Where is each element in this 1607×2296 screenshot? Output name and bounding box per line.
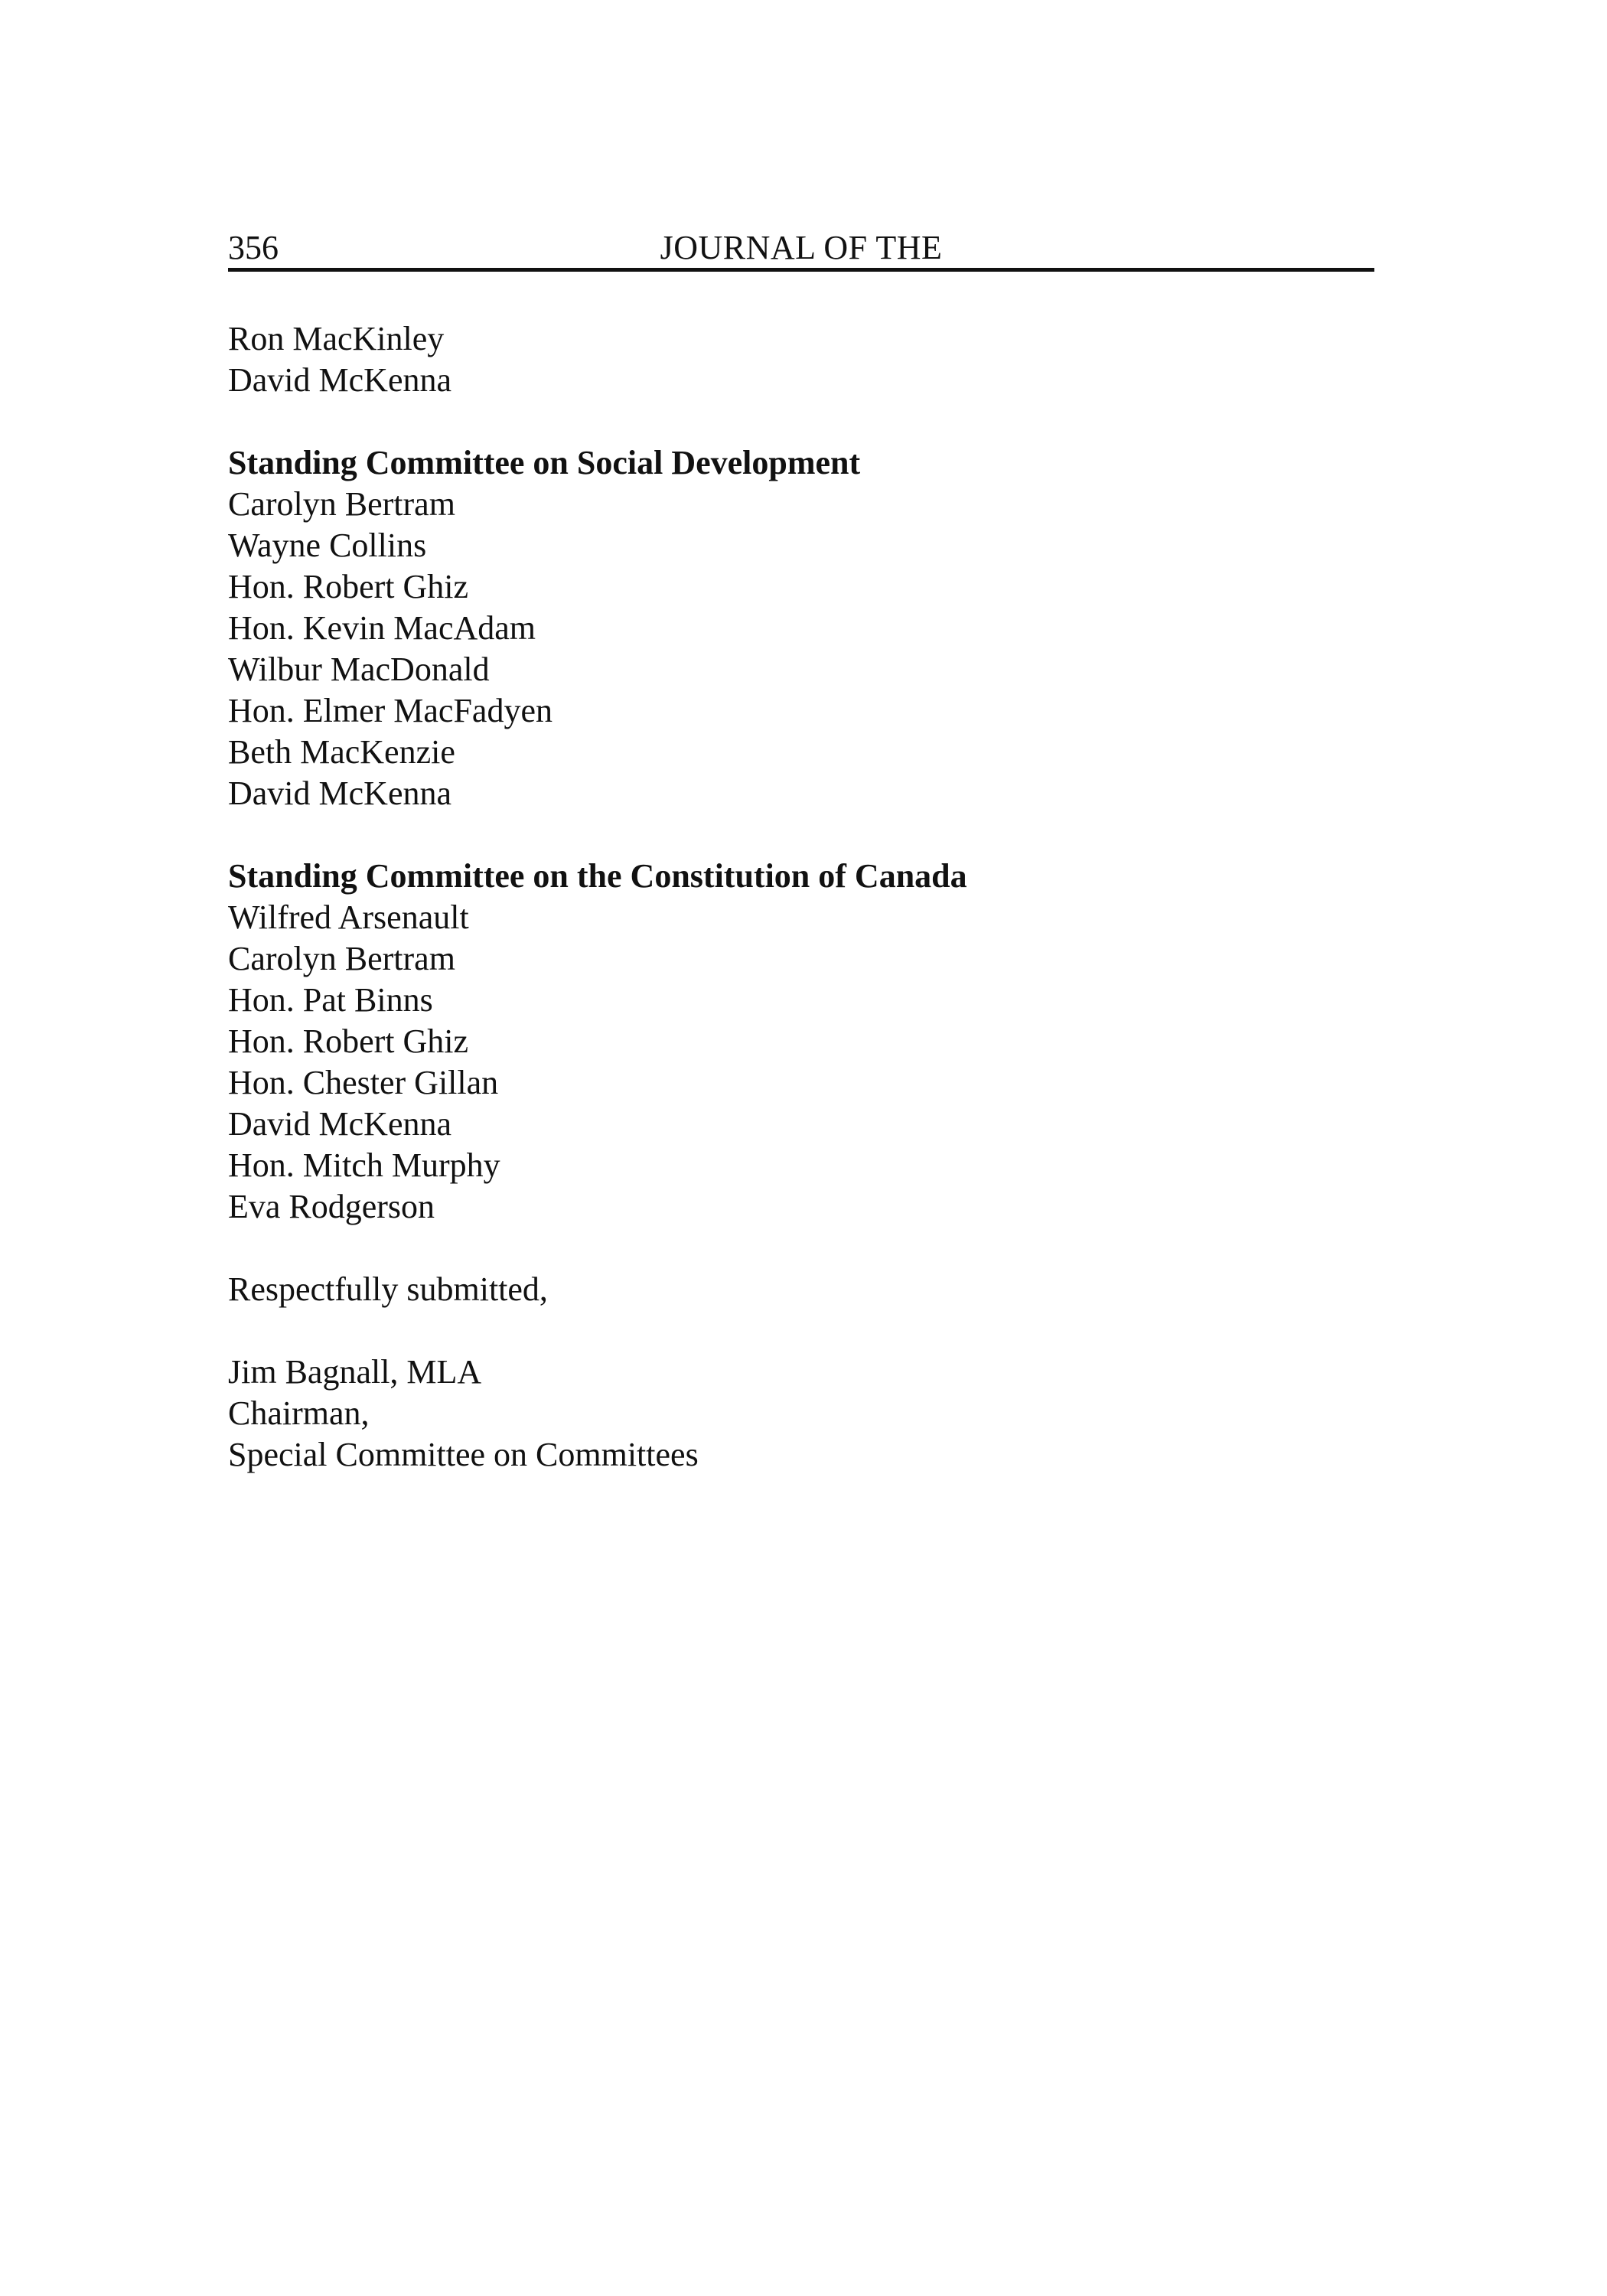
running-head: JOURNAL OF THE xyxy=(660,229,943,266)
member-name: David McKenna xyxy=(228,361,452,399)
page-number: 356 xyxy=(228,229,279,266)
member-name: Hon. Chester Gillan xyxy=(228,1064,499,1101)
member-name: Carolyn Bertram xyxy=(228,940,455,977)
member-name: Hon. Elmer MacFadyen xyxy=(228,692,553,729)
member-name: Wayne Collins xyxy=(228,527,427,564)
member-name: Wilfred Arsenault xyxy=(228,899,469,936)
member-name: Carolyn Bertram xyxy=(228,485,455,523)
member-name: Eva Rodgerson xyxy=(228,1188,435,1225)
page-header xyxy=(228,228,1374,272)
committee-heading: Standing Committee on Social Development xyxy=(228,444,861,481)
member-name: Beth MacKenzie xyxy=(228,733,455,771)
section-spacer xyxy=(228,1310,1376,1352)
closing-line: Respectfully submitted, xyxy=(228,1270,548,1308)
signatory-committee: Special Committee on Committees xyxy=(228,1436,699,1473)
signatory-name: Jim Bagnall, MLA xyxy=(228,1353,482,1391)
committee-section-constitution xyxy=(228,856,1376,1228)
document-body xyxy=(228,318,1376,1476)
committee-heading: Standing Committee on the Constitution of Canada xyxy=(228,857,967,895)
continued-member-list xyxy=(228,318,1376,401)
committee-section-social-development xyxy=(228,442,1376,814)
member-name: David McKenna xyxy=(228,1105,452,1143)
signatory-role: Chairman, xyxy=(228,1394,370,1432)
signature-block xyxy=(228,1352,1376,1476)
member-name: Hon. Pat Binns xyxy=(228,981,433,1019)
section-spacer xyxy=(228,401,1376,442)
member-name: Wilbur MacDonald xyxy=(228,651,490,688)
member-name: Ron MacKinley xyxy=(228,320,445,357)
section-spacer xyxy=(228,1228,1376,1269)
member-name: Hon. Kevin MacAdam xyxy=(228,609,536,647)
header-rule xyxy=(228,268,1374,272)
member-name: Hon. Robert Ghiz xyxy=(228,1022,469,1060)
member-name: David McKenna xyxy=(228,775,452,812)
member-name: Hon. Mitch Murphy xyxy=(228,1146,500,1184)
member-name: Hon. Robert Ghiz xyxy=(228,568,469,605)
section-spacer xyxy=(228,814,1376,856)
